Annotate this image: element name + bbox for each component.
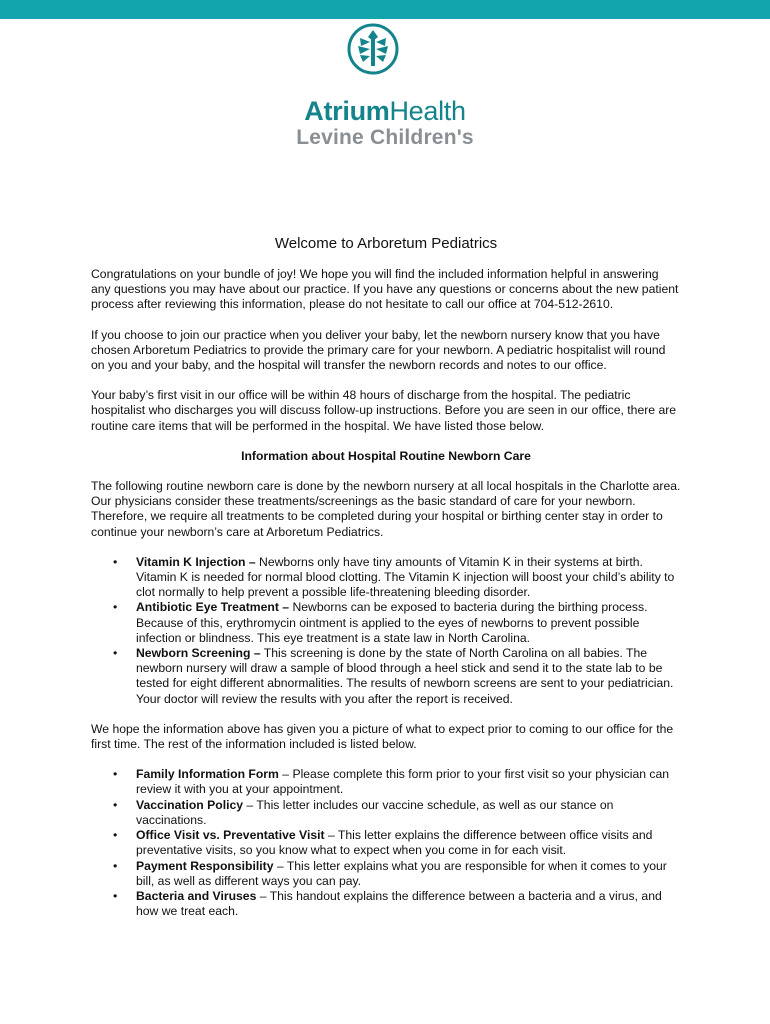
list-item	[91, 646, 681, 707]
bullet: •	[113, 767, 118, 782]
item-term: Newborn Screening –	[136, 646, 261, 661]
first-visit-paragraph: Your baby’s first visit in our office will be within 48 hours of discharge from the hospital. The pediatric hospitalist who discharges you will discuss follow-up instructions. Before you are seen in our office, there are routine care items that will be performed in the hospital. We have listed those below.	[91, 388, 677, 433]
item-term: Vaccination Policy	[136, 797, 244, 812]
item-text: – This letter explains what you are responsible for when it comes to your bill, as well as different ways you can pay.	[136, 858, 667, 888]
intro-paragraph: Congratulations on your bundle of joy! We hope you will find the included information helpful in answering any questions you may have about our practice. If you have any questions or concerns about the new patient process after reviewing this information, please do not hesitate to call our office at 704-512-2610.	[91, 267, 679, 312]
list-item	[91, 889, 681, 919]
letter-body	[91, 235, 681, 934]
item-text: – This letter explains the difference between office visits and preventative visits, so you know what to expect when you come in for each visit.	[136, 828, 653, 858]
item-text: Newborns only have tiny amounts of Vitamin K in their systems at birth. Vitamin K is needed for normal blood clotting. The Vitamin K injection will boost your child’s ability to clot normally to help prevent a possible life-threatening bleeding disorder.	[136, 554, 675, 600]
item-term: Bacteria and Viruses	[136, 888, 257, 903]
bullet: •	[113, 828, 118, 843]
item-term: Vitamin K Injection –	[136, 554, 256, 569]
sub-brand-name: Levine Children's	[296, 126, 474, 149]
brand-name-bold: Atrium	[304, 96, 390, 126]
page-title: Welcome to Arboretum Pediatrics	[274, 235, 498, 252]
join-practice-paragraph: If you choose to join our practice when you deliver your baby, let the newborn nursery know that you have chosen Arboretum Pediatrics to provide the primary care for your newborn. A pediatric hospitalist will round on you and your baby, and the hospital will transfer the newborn records and notes to our office.	[91, 327, 666, 373]
bullet: •	[113, 797, 118, 812]
list-item	[91, 767, 681, 797]
bullet: •	[113, 646, 118, 661]
item-text: This screening is done by the state of North Carolina on all babies. The newborn nursery will draw a sample of blood through a heel stick and send it to the state lab to be tested for eight different abnormalities. The results of newborn screens are sent to your pediatrician. Your doctor will review the results with you after the report is received.	[136, 646, 674, 706]
section-heading: Information about Hospital Routine Newborn Care	[241, 448, 531, 463]
item-term: Antibiotic Eye Treatment –	[136, 600, 290, 615]
item-term: Family Information Form	[136, 767, 279, 782]
list-item	[91, 859, 681, 889]
top-accent-bar	[0, 0, 770, 19]
item-text: – This handout explains the difference between a bacteria and a virus, and how we treat each.	[136, 888, 662, 919]
info-items-list	[91, 767, 681, 919]
bullet: •	[113, 600, 118, 615]
bullet: •	[113, 888, 118, 903]
routine-care-paragraph: The following routine newborn care is done by the newborn nursery at all local hospitals in the Charlotte area. Our physicians consider these treatments/screenings as the basic standard of care for your newborn. Therefore, we require all treatments to be completed during your hospital or birthing center stay in order to continue your newborn’s care at Arboretum Pediatrics.	[91, 479, 681, 539]
item-text: – This letter includes our vaccine schedule, as well as our stance on vaccinations.	[136, 797, 614, 827]
care-items-list	[91, 555, 681, 707]
bullet: •	[113, 858, 118, 873]
tree-leaf-icon	[346, 22, 424, 90]
brand-name-light: Health	[389, 96, 466, 126]
list-item	[91, 555, 681, 601]
closing-paragraph: We hope the information above has given you a picture of what to expect prior to coming to our office for the first time. The rest of the information included is listed below.	[91, 721, 674, 752]
bullet: •	[113, 554, 118, 569]
atrium-health-logo	[0, 22, 770, 149]
list-item	[91, 798, 681, 828]
item-text: – Please complete this form prior to your first visit so your physician can review it with you at your appointment.	[136, 767, 670, 797]
list-item	[91, 600, 681, 646]
item-term: Office Visit vs. Preventative Visit	[136, 828, 325, 843]
item-term: Payment Responsibility	[136, 858, 274, 873]
list-item	[91, 828, 681, 858]
item-text: Newborns can be exposed to bacteria during the birthing process. Because of this, erythromycin ointment is applied to the eyes of newborns to prevent possible infection or blindness. This eye treatment is a state law in North Carolina.	[136, 600, 648, 645]
brand-name	[0, 96, 770, 126]
